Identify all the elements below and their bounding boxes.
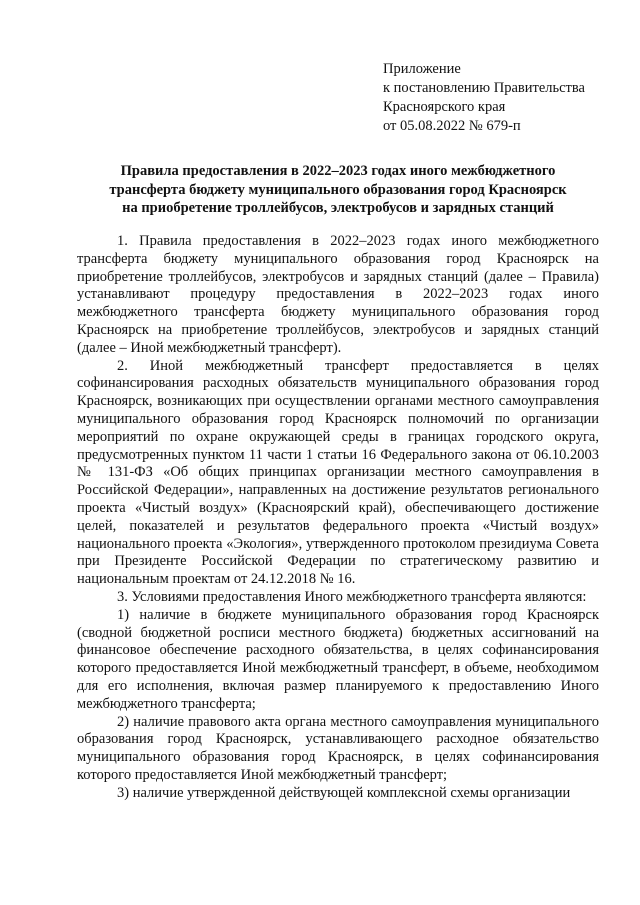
appendix-line: к постановлению Правительства (383, 80, 585, 96)
document-title (78, 162, 598, 218)
paragraph-2: 2. Иной межбюджетный трансферт предоставляется в целях софинансирования расходных обязательств муниципального образования город Красноярск, возникающих при осуществлении органами местного самоуправления муниципального образования город Красноярск полномочий по организации мероприятий по охране окружающей среды в границах городского округа, предусмотренных пунктом 11 части 1 статьи 16 Федерального закона от 06.10.2003 № 131-ФЗ «Об общих принципах организации местного самоуправления в Российской Федерации», направленных на достижение результатов регионального проекта «Чистый воздух» (Красноярский край), обеспечивающего достижение целей, показателей и результатов федерального проекта «Чистый воздух» национального проекта «Экология», утвержденного протоколом президиума Совета при Президенте Российской Федерации по стратегическому развитию и национальным проектам от 24.12.2018 № 16. (77, 357, 599, 588)
title-line: трансферта бюджету муниципального образования город Красноярск (109, 181, 567, 198)
title-line: на приобретение троллейбусов, электробусов и зарядных станций (122, 200, 554, 216)
document-body (77, 233, 599, 803)
appendix-line: Приложение (383, 61, 461, 77)
title-line: Правила предоставления в 2022–2023 годах иного межбюджетного (120, 163, 556, 179)
appendix-line: от 05.08.2022 № 679-п (383, 118, 521, 134)
condition-3: 3) наличие утвержденной действующей комплексной схемы организации (117, 784, 571, 801)
condition-1: 1) наличие в бюджете муниципального образования город Красноярск (сводной бюджетной росписи местного бюджета) бюджетных ассигнований на финансовое обеспечение расходного обязательства, в целях софинансирования которого предоставляется Иной межбюджетный трансферт, в объеме, необходимом для его исполнения, включая размер планируемого к предоставлению Иного межбюджетного трансферта; (77, 606, 599, 712)
appendix-header (383, 60, 585, 136)
paragraph-1: 1. Правила предоставления в 2022–2023 годах иного межбюджетного трансферта бюджету муниципального образования город Красноярск на приобретение троллейбусов, электробусов и зарядных станций (далее – Правила) устанавливают процедуру предоставления в 2022–2023 годах иного межбюджетного трансферта бюджету муниципального образования город Красноярск на приобретение троллейбусов, электробусов и зарядных станций (далее – Иной межбюджетный трансферт). (77, 233, 599, 356)
appendix-line: Красноярского края (383, 99, 506, 115)
condition-2: 2) наличие правового акта органа местного самоуправления муниципального образования город Красноярск, устанавливающего расходное обязательство муниципального образования город Красноярск, в целях софинансирования которого предоставляется Иной межбюджетный трансферт; (77, 713, 599, 783)
paragraph-3: 3. Условиями предоставления Иного межбюджетного трансферта являются: (117, 588, 587, 605)
